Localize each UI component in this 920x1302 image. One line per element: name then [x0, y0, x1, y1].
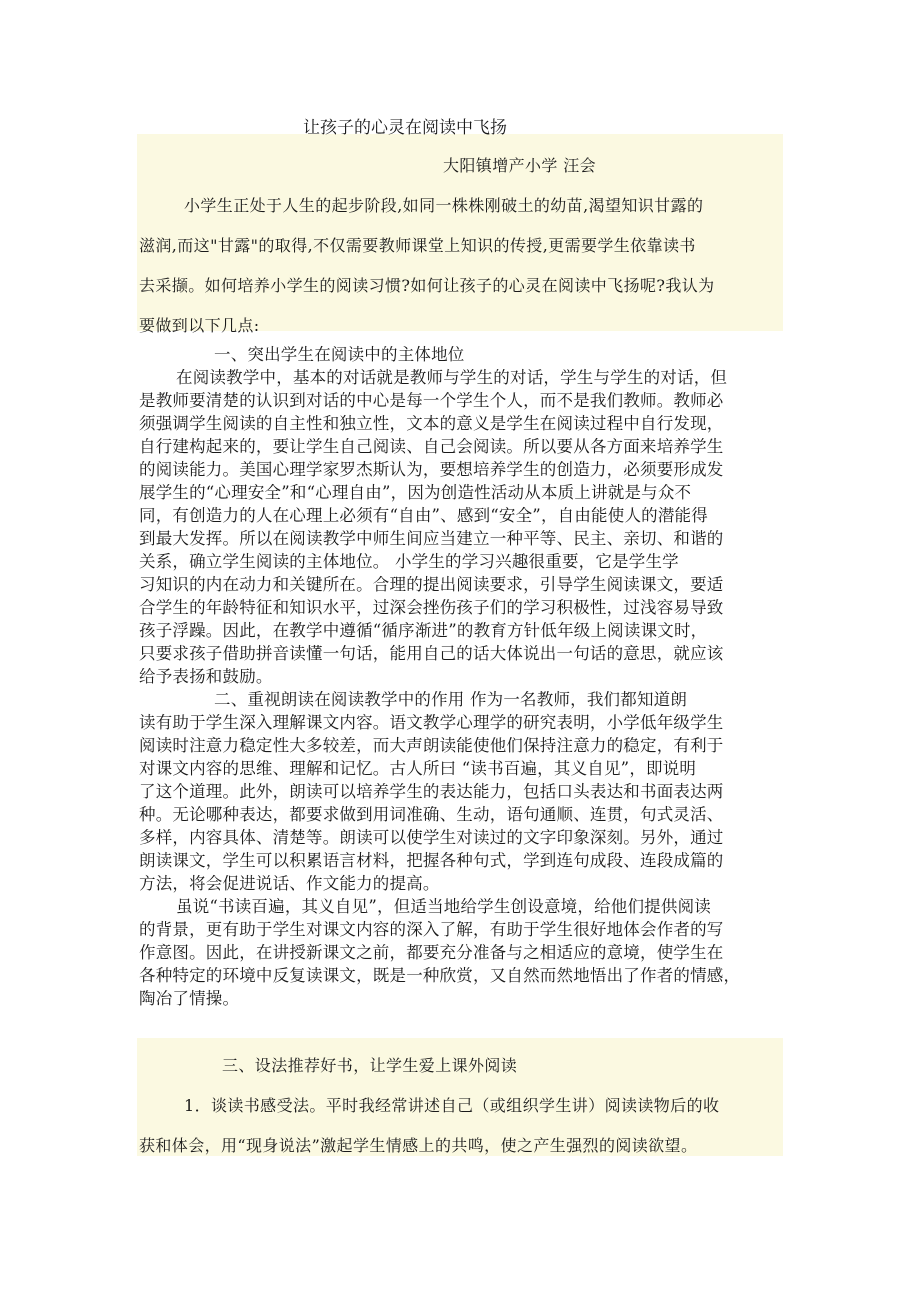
- body-line: 对课文内容的思维、理解和记忆。古人所曰 “读书百遍，其义自见”，即说明: [139, 759, 697, 778]
- intro-line: 要做到以下几点:: [139, 316, 260, 335]
- body-line: 只要求孩子借助拼音读懂一句话，能用自己的话大体说出一句话的意思，就应该: [139, 644, 724, 663]
- body-line: 方法，将会促进说话、作文能力的提高。: [139, 874, 440, 893]
- body-line: 自行建构起来的，要让学生自己阅读、自己会阅读。所以要从各方面来培养学生: [139, 437, 724, 456]
- body-line: 孩子浮躁。因此，在教学中遵循“循序渐进”的教育方针低年级上阅读课文时，: [139, 621, 708, 640]
- body-line: 到最大发挥。所以在阅读教学中师生间应当建立一种平等、民主、亲切、和谐的: [139, 529, 724, 548]
- section1-heading: 一、突出学生在阅读中的主体地位: [214, 345, 465, 364]
- body-line: 获和体会，用“现身说法”激起学生情感上的共鸣，使之产生强烈的阅读欲望。: [139, 1136, 698, 1155]
- body-line: 给予表扬和鼓励。: [139, 667, 273, 686]
- body-line: 须强调学生阅读的自主性和独立性，文本的意义是学生在阅读过程中自行发现，: [139, 414, 724, 433]
- intro-line: 滋润,而这"甘露"的取得,不仅需要教师课堂上知识的传授,更需要学生依靠读书: [139, 236, 696, 255]
- body-line: 的阅读能力。美国心理学家罗杰斯认为，要想培养学生的创造力，必须要形成发: [139, 460, 724, 479]
- body-line: 陶冶了情操。: [139, 989, 240, 1008]
- body-line: 的背景，更有助于学生对课文内容的深入了解，有助于学生很好地体会作者的写: [139, 920, 724, 939]
- body-line: 朗读课文，学生可以积累语言材料，把握各种句式，学到连句成段、连段成篇的: [139, 851, 724, 870]
- body-line: 是教师要清楚的认识到对话的中心是每一个学生个人，而不是我们教师。教师必: [139, 391, 724, 410]
- body-line: 习知识的内在动力和关键所在。合理的提出阅读要求，引导学生阅读课文，要适: [139, 575, 724, 594]
- intro-line: 小学生正处于人生的起步阶段,如同一株株刚破土的幼苗,渴望知识甘露的: [184, 196, 704, 215]
- body-line: 展学生的“心理安全”和“心理自由”，因为创造性活动从本质上讲就是与众不: [139, 483, 692, 502]
- body-line: 各种特定的环境中反复读课文，既是一种欣赏，又自然而然地悟出了作者的情感，: [139, 966, 741, 985]
- body-line: 多样，内容具体、清楚等。朗读可以使学生对读过的文字印象深刻。另外，通过: [139, 828, 724, 847]
- document-title: 让孩子的心灵在阅读中飞扬: [303, 118, 507, 138]
- section2-heading: 二、重视朗读在阅读教学中的作用 作为一名教师，我们都知道朗: [214, 690, 688, 709]
- body-line: 1．谈读书感受法。平时我经常讲述自己（或组织学生讲）阅读读物后的收: [184, 1096, 720, 1115]
- intro-line: 去采撷。如何培养小学生的阅读习惯?如何让孩子的心灵在阅读中飞扬呢?我认为: [139, 276, 715, 295]
- body-line: 在阅读教学中，基本的对话就是教师与学生的对话，学生与学生的对话，但: [176, 368, 728, 387]
- body-line: 了这个道理。此外，朗读可以培养学生的表达能力，包括口头表达和书面表达两: [139, 782, 724, 801]
- byline: 大阳镇增产小学 汪会: [443, 156, 597, 175]
- body-line: 种。无论哪种表达，都要求做到用词准确、生动，语句通顺、连贯，句式灵活、: [139, 805, 724, 824]
- body-line: 同，有创造力的人在心理上必须有“自由”、感到“安全”，自由能使人的潜能得: [139, 506, 708, 525]
- body-line: 读有助于学生深入理解课文内容。语文教学心理学的研究表明，小学低年级学生: [139, 713, 724, 732]
- body-line: 阅读时注意力稳定性大多较差，而大声朗读能使他们保持注意力的稳定，有利于: [139, 736, 724, 755]
- body-line: 合学生的年龄特征和知识水平，过深会挫伤孩子们的学习积极性，过浅容易导致: [139, 598, 724, 617]
- section3-heading: 三、设法推荐好书，让学生爱上课外阅读: [222, 1056, 518, 1075]
- body-line: 作意图。因此，在讲授新课文之前，都要充分准备与之相适应的意境，使学生在: [139, 943, 724, 962]
- body-line: 关系，确立学生阅读的主体地位。 小学生的学习兴趣很重要，它是学生学: [139, 552, 679, 571]
- body-line: 虽说“书读百遍，其义自见”，但适当地给学生创设意境，给他们提供阅读: [176, 897, 711, 916]
